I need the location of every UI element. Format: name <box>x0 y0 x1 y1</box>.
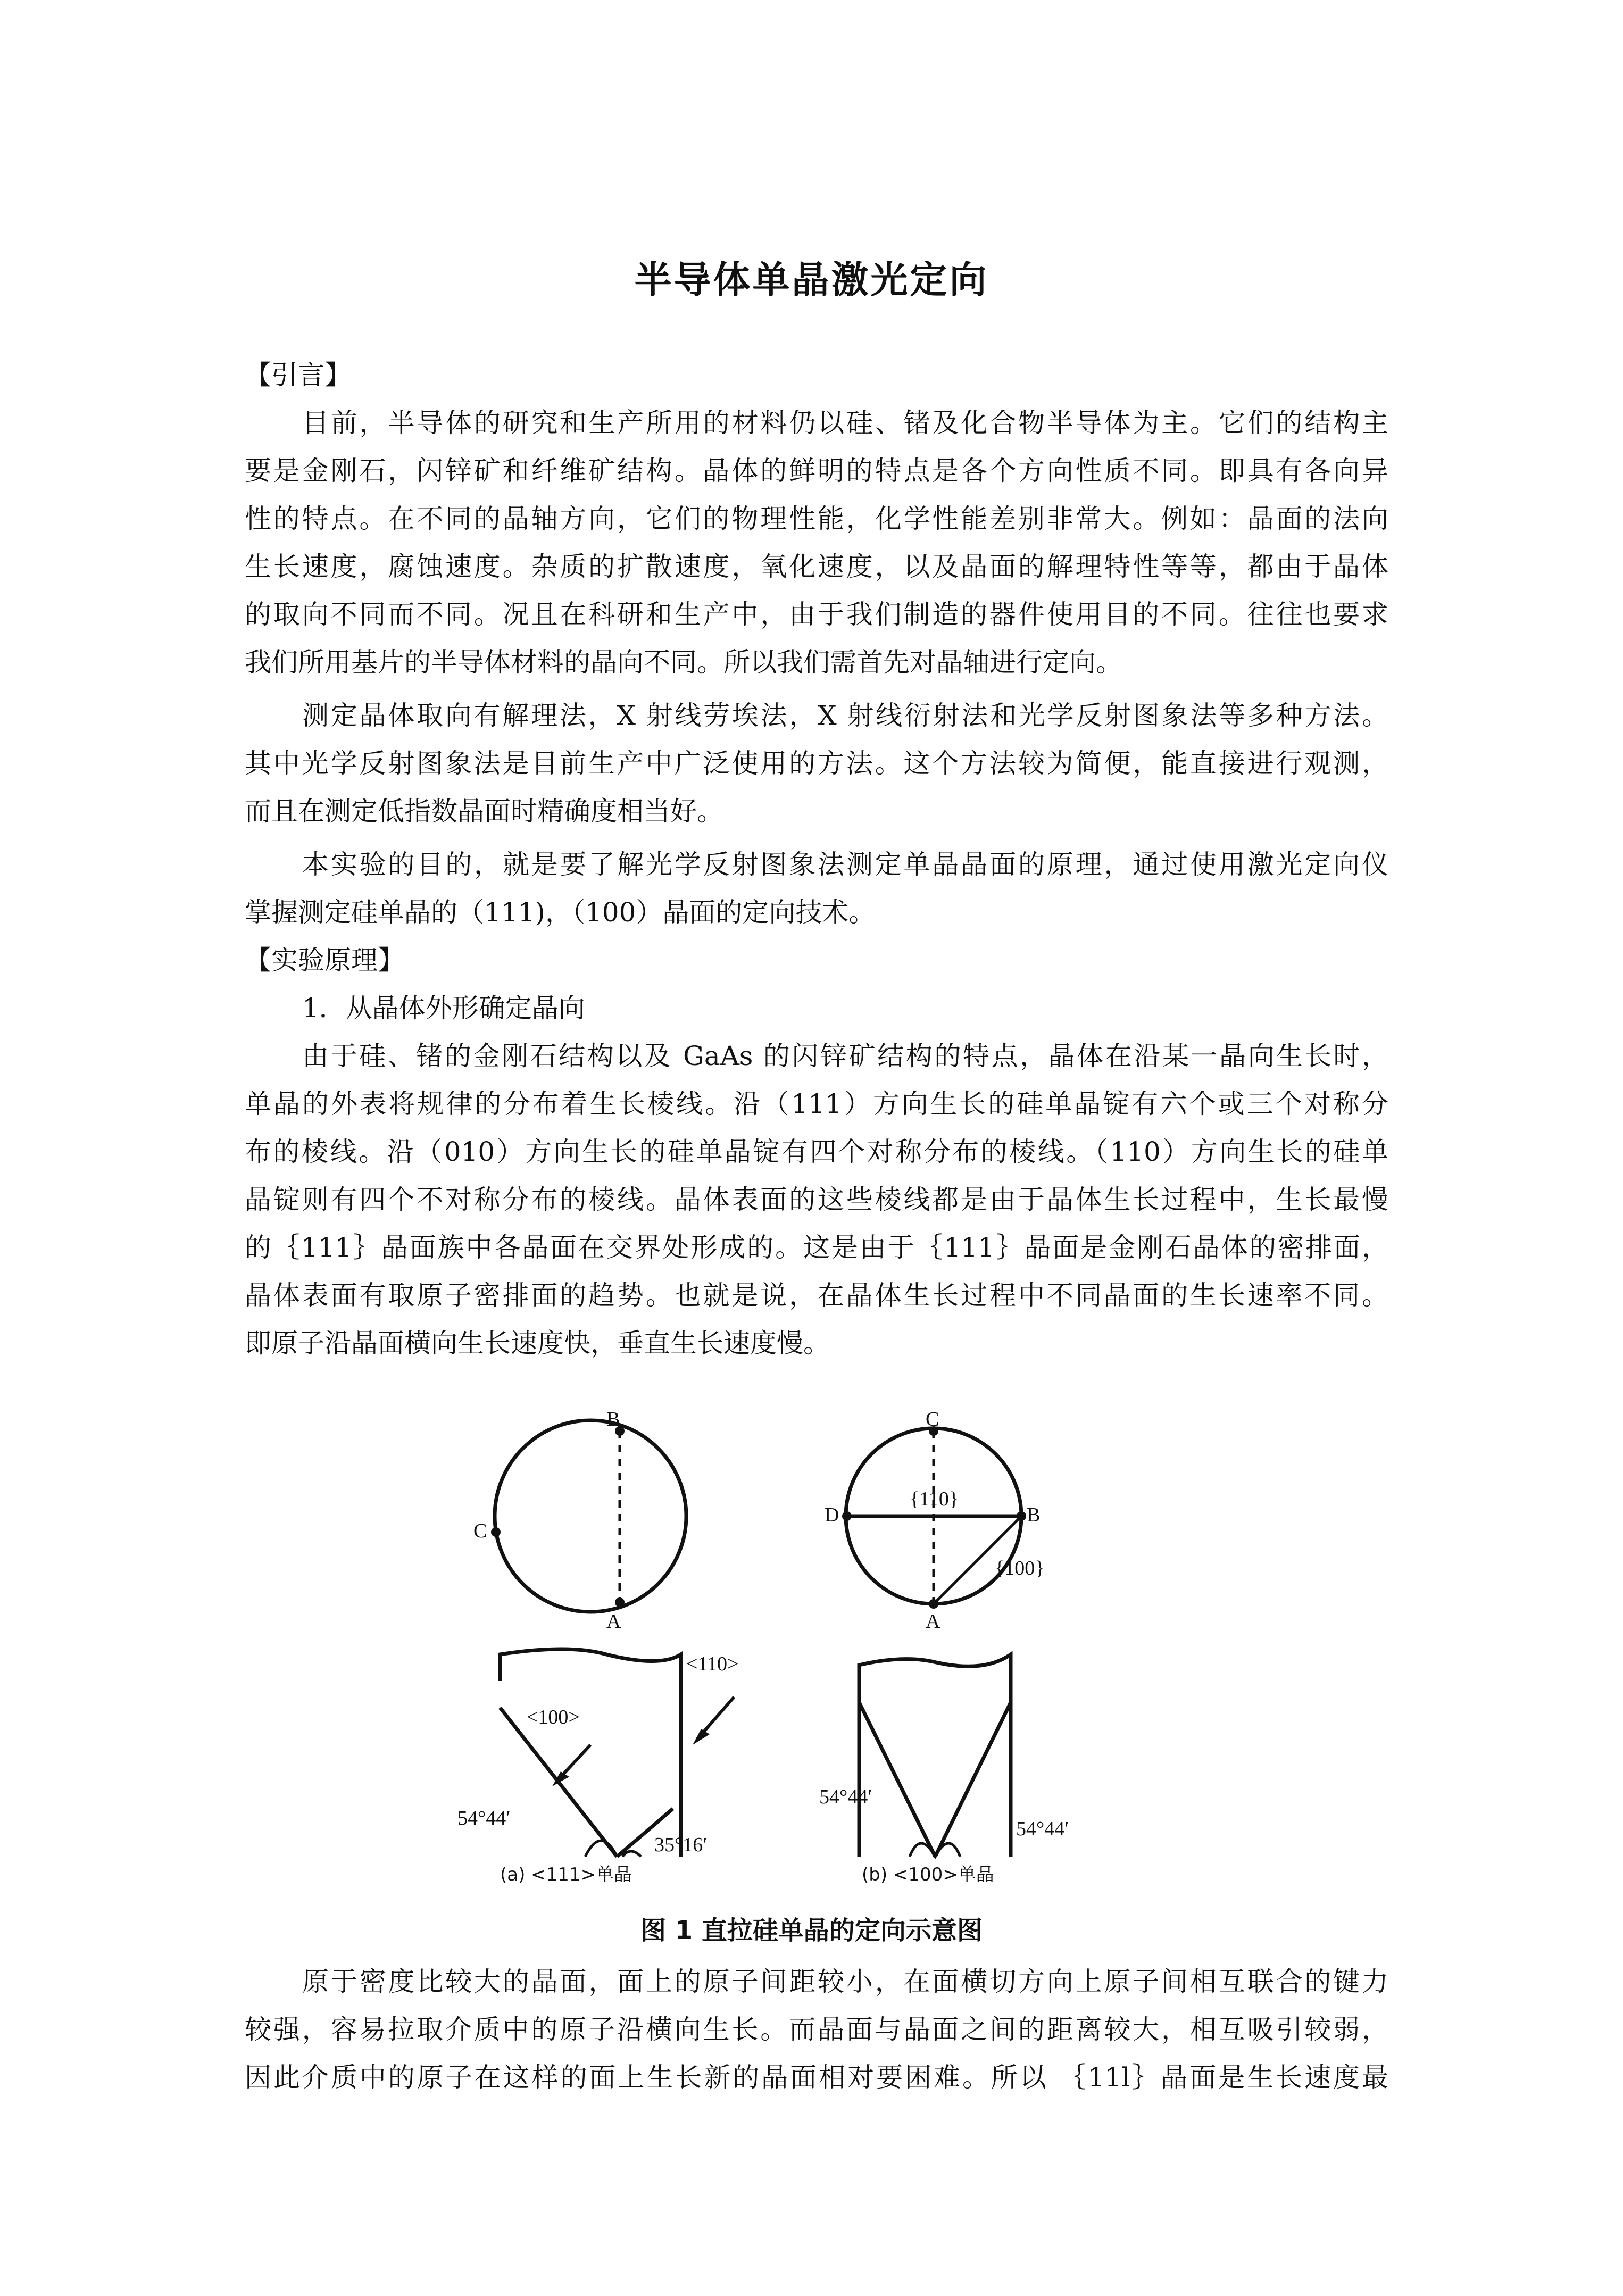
paragraph-line: 要是金刚石，闪锌矿和纤维矿结构。晶体的鲜明的特点是各个方向性质不同。即具有各向异 <box>245 455 1388 486</box>
paragraph-line: 晶体表面有取原子密排面的趋势。也就是说，在晶体生长过程中不同晶面的生长速率不同。 <box>245 1280 1388 1311</box>
fig-b-point-b <box>1017 1511 1026 1521</box>
fig-b-caption: (b) <100>单晶 <box>862 1864 994 1885</box>
fig-b-angle-arc <box>910 1843 960 1857</box>
paragraph-line: 而且在测定低指数晶面时精确度相当好。 <box>245 796 723 827</box>
section-heading: 1．从晶体外形确定晶向 <box>302 993 585 1024</box>
paragraph-line: 我们所用基片的半导体材料的晶向不同。所以我们需首先对晶轴进行定向。 <box>245 647 1122 678</box>
fig-a-point-c <box>491 1527 501 1537</box>
fig-b-angle-left: 54°44′ <box>819 1786 872 1808</box>
fig-a-label-a: A <box>606 1610 621 1633</box>
paragraph-line: 即原子沿晶面横向生长速度快，垂直生长速度慢。 <box>245 1328 830 1359</box>
paragraph-line: 单晶的外表将规律的分布着生长棱线。沿（111）方向生长的硅单晶锭有六个或三个对称分 <box>245 1088 1388 1119</box>
paragraph-line: 其中光学反射图象法是目前生产中广泛使用的方法。这个方法较为简便，能直接进行观测， <box>245 748 1388 779</box>
paragraph-line: 布的棱线。沿（010）方向生长的硅单晶锭有四个对称分布的棱线。（110）方向生长的硅单 <box>245 1136 1388 1167</box>
fig-a-direction-100: <100> <box>527 1706 580 1728</box>
paragraph-line: 测定晶体取向有解理法，X 射线劳埃法，X 射线衍射法和光学反射图象法等多种方法。 <box>302 700 1388 731</box>
paragraph-line: 掌握测定硅单晶的（111)，（100）晶面的定向技术。 <box>245 897 876 928</box>
fig-b-ridge-left <box>859 1702 935 1857</box>
fig-b-ingot-outline <box>859 1654 1011 1857</box>
body-text <box>245 0 1388 2296</box>
fig-b-label-d: D <box>825 1504 839 1526</box>
fig-b-ridge-right <box>935 1702 1011 1857</box>
fig-b-label-a: A <box>926 1610 940 1633</box>
fig-a-label-c: C <box>473 1520 487 1542</box>
fig-a-arrowhead-110 <box>693 1729 710 1745</box>
fig-a-circle <box>495 1420 686 1612</box>
paragraph-line: 的取向不同而不同。况且在科研和生产中，由于我们制造的器件使用目的不同。往往也要求 <box>245 599 1388 630</box>
fig-a-angle-left: 54°44′ <box>457 1807 511 1829</box>
fig-b-label-b: B <box>1027 1504 1041 1526</box>
fig-a-direction-110: <110> <box>686 1653 739 1675</box>
fig-a-caption: (a) <111>单晶 <box>500 1864 632 1885</box>
fig-a-label-b: B <box>606 1408 620 1430</box>
fig-b-plane-100: {100} <box>995 1557 1045 1579</box>
fig-b-point-a <box>929 1599 938 1609</box>
paragraph-line: 由于硅、锗的金刚石结构以及 GaAs 的闪锌矿结构的特点，晶体在沿某一晶向生长时， <box>302 1041 1388 1071</box>
crystal-orientation-figure <box>447 1408 1085 1885</box>
fig-a-point-a <box>615 1598 625 1607</box>
intro-heading: 【引言】 <box>245 360 351 390</box>
principle-heading: 【实验原理】 <box>245 945 404 976</box>
figure-caption: 图 1 直拉硅单晶的定向示意图 <box>640 1916 983 1945</box>
paragraph-line: 原于密度比较大的晶面，面上的原子间距较小，在面横切方向上原子间相互联合的键力 <box>302 1966 1388 1997</box>
paragraph-line: 因此介质中的原子在这样的面上生长新的晶面相对要困难。所以 ｛11l｝晶面是生长速度最 <box>245 2062 1388 2093</box>
page-title: 半导体单晶激光定向 <box>634 258 989 302</box>
fig-a-angle-right: 35°16′ <box>654 1834 708 1856</box>
fig-b-label-c: C <box>926 1408 939 1430</box>
paragraph-line: 目前，半导体的研究和生产所用的材料仍以硅、锗及化合物半导体为主。它们的结构主 <box>302 407 1388 438</box>
fig-b-angle-right: 54°44′ <box>1016 1818 1069 1840</box>
fig-b-point-d <box>842 1511 852 1521</box>
fig-b-plane-110: {110} <box>910 1488 959 1510</box>
paragraph-line: 晶锭则有四个不对称分布的棱线。晶体表面的这些棱线都是由于晶体生长过程中，生长最慢 <box>245 1184 1388 1215</box>
paragraph-line: 性的特点。在不同的晶轴方向，它们的物理性能，化学性能差别非常大。例如：晶面的法向 <box>245 503 1388 534</box>
paragraph-line: 较强，容易拉取介质中的原子沿横向生长。而晶面与晶面之间的距离较大，相互吸引较弱， <box>245 2014 1388 2045</box>
paragraph-line: 本实验的目的，就是要了解光学反射图象法测定单晶晶面的原理，通过使用激光定向仪 <box>302 849 1388 880</box>
paragraph-line: 生长速度，腐蚀速度。杂质的扩散速度，氧化速度，以及晶面的解理特性等等，都由于晶体 <box>245 551 1388 582</box>
paragraph-line: 的｛111｝晶面族中各晶面在交界处形成的。这是由于｛111｝晶面是金刚石晶体的密排面， <box>245 1232 1388 1263</box>
